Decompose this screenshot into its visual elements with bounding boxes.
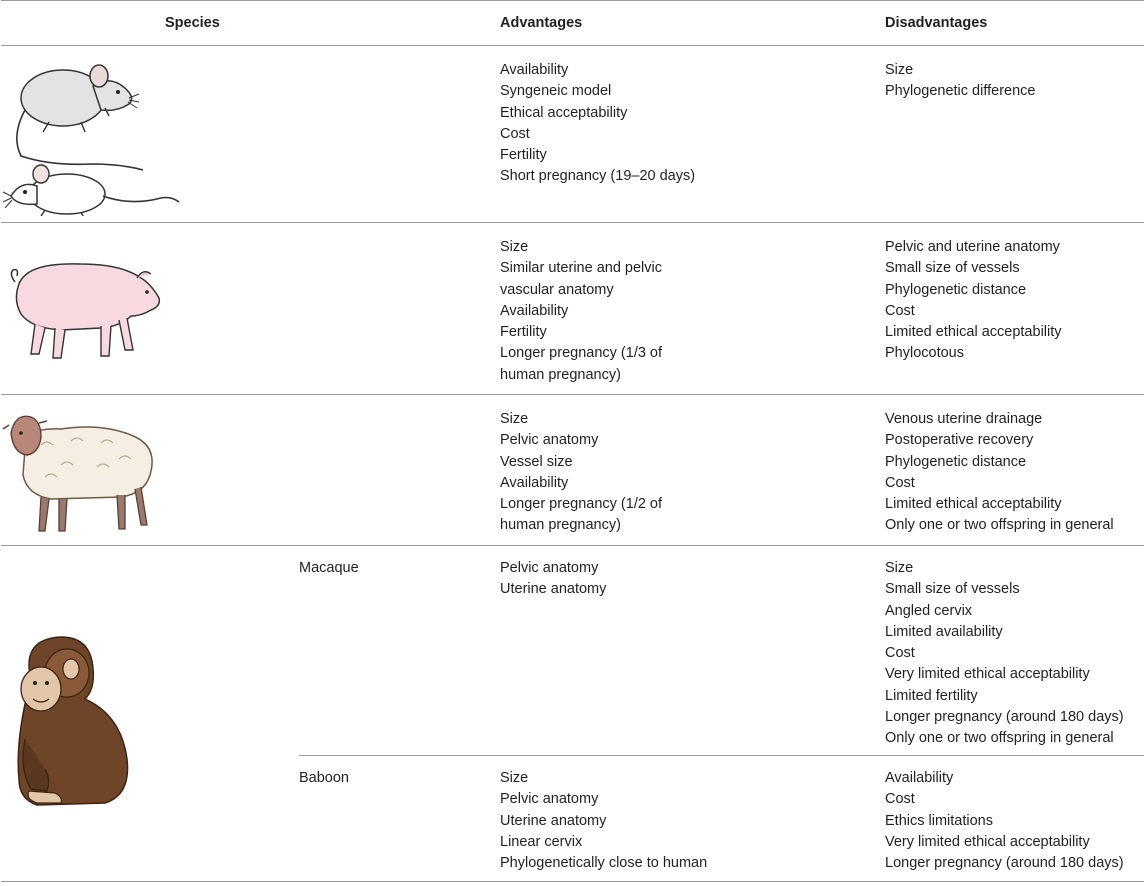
list-item: human pregnancy) — [500, 366, 621, 383]
table-row-pig — [1, 223, 1144, 395]
sheep-subspecies-cell — [299, 395, 500, 546]
list-item: Availability — [500, 474, 569, 491]
list-item: Cost — [885, 302, 915, 319]
table-header-row — [1, 1, 1144, 46]
list-item: Angled cervix — [885, 602, 973, 619]
baboon-advantages — [500, 756, 885, 882]
list-item: Phylogenetic difference — [885, 83, 1036, 100]
list-item: Cost — [885, 474, 915, 491]
list-item: Phylocotous — [885, 345, 964, 362]
species-comparison-table — [1, 0, 1144, 882]
list-item: Limited ethical acceptability — [885, 324, 1062, 341]
list-item: Cost — [885, 645, 915, 662]
pig-image-cell — [1, 223, 299, 395]
list-item: Size — [500, 239, 529, 255]
header-advantages: Advantages — [500, 1, 885, 46]
macaque-advantages — [500, 546, 885, 756]
list-item: Longer pregnancy (1/2 of — [500, 496, 663, 513]
macaque-name-cell — [299, 546, 500, 756]
mouse-and-rat-icon — [1, 46, 191, 216]
sheep-icon — [1, 405, 161, 535]
pig-disadvantages — [885, 223, 1144, 395]
list-item: Cost — [885, 791, 915, 808]
list-item: Very limited ethical acceptability — [885, 833, 1090, 850]
list-item: Very limited ethical acceptability — [885, 666, 1090, 683]
list-item: Fertility — [500, 147, 547, 164]
list-item: Pelvic and uterine anatomy — [885, 239, 1060, 255]
list-item: Cost — [500, 125, 530, 142]
table-row-rodent — [1, 46, 1144, 223]
pig-icon — [1, 254, 171, 364]
subspecies-macaque: Macaque — [299, 560, 359, 576]
list-item: Availability — [885, 770, 954, 786]
list-item: Syngeneic model — [500, 83, 612, 100]
list-item: Pelvic anatomy — [500, 791, 599, 808]
list-item: Phylogenetic distance — [885, 453, 1027, 470]
list-item: Phylogenetically close to human — [500, 855, 708, 872]
pig-advantages — [500, 223, 885, 395]
list-item: Similar uterine and pelvic — [500, 260, 662, 277]
list-item: Small size of vessels — [885, 260, 1020, 277]
sheep-advantages — [500, 395, 885, 546]
list-item: Pelvic anatomy — [500, 560, 599, 576]
list-item: Only one or two offspring in general — [885, 730, 1114, 747]
list-item: Vessel size — [500, 453, 573, 470]
list-item: Ethical acceptability — [500, 104, 628, 121]
baboon-disadvantages — [885, 756, 1144, 882]
list-item: Ethics limitations — [885, 812, 993, 829]
list-item: Size — [885, 62, 914, 78]
list-item: Size — [885, 560, 914, 576]
list-item: Uterine anatomy — [500, 812, 607, 829]
rodent-subspecies-cell — [299, 46, 500, 223]
list-item: Limited availability — [885, 623, 1003, 640]
list-item: vascular anatomy — [500, 281, 614, 298]
list-item: Phylogenetic distance — [885, 281, 1027, 298]
sheep-disadvantages — [885, 395, 1144, 546]
table-row-sheep — [1, 395, 1144, 546]
list-item: Linear cervix — [500, 833, 583, 850]
header-blank — [299, 1, 500, 46]
primate-icon — [1, 619, 141, 809]
table-row-macaque — [1, 546, 1144, 756]
list-item: Short pregnancy (19–20 days) — [500, 168, 696, 185]
list-item: Limited ethical acceptability — [885, 496, 1062, 513]
header-disadvantages: Disadvantages — [885, 1, 1144, 46]
list-item: Only one or two offspring in general — [885, 517, 1114, 534]
list-item: Small size of vessels — [885, 581, 1020, 598]
baboon-name-cell — [299, 756, 500, 882]
list-item: Availability — [500, 302, 569, 319]
primate-image-cell — [1, 546, 299, 882]
list-item: Longer pregnancy (around 180 days) — [885, 855, 1124, 872]
list-item: Size — [500, 770, 529, 786]
list-item: Fertility — [500, 324, 547, 341]
list-item: Uterine anatomy — [500, 581, 607, 598]
list-item: Venous uterine drainage — [885, 411, 1043, 427]
pig-subspecies-cell — [299, 223, 500, 395]
macaque-disadvantages — [885, 546, 1144, 756]
list-item: Availability — [500, 62, 569, 78]
rodent-disadvantages — [885, 46, 1144, 223]
list-item: Size — [500, 411, 529, 427]
list-item: Longer pregnancy (1/3 of — [500, 345, 663, 362]
rodent-advantages — [500, 46, 885, 223]
list-item: Limited fertility — [885, 687, 978, 704]
sheep-image-cell — [1, 395, 299, 546]
rodent-image-cell — [1, 46, 299, 223]
subspecies-baboon: Baboon — [299, 770, 349, 786]
list-item: Pelvic anatomy — [500, 432, 599, 449]
list-item: human pregnancy) — [500, 517, 621, 534]
header-species: Species — [1, 1, 299, 46]
list-item: Longer pregnancy (around 180 days) — [885, 709, 1124, 726]
list-item: Postoperative recovery — [885, 432, 1034, 449]
